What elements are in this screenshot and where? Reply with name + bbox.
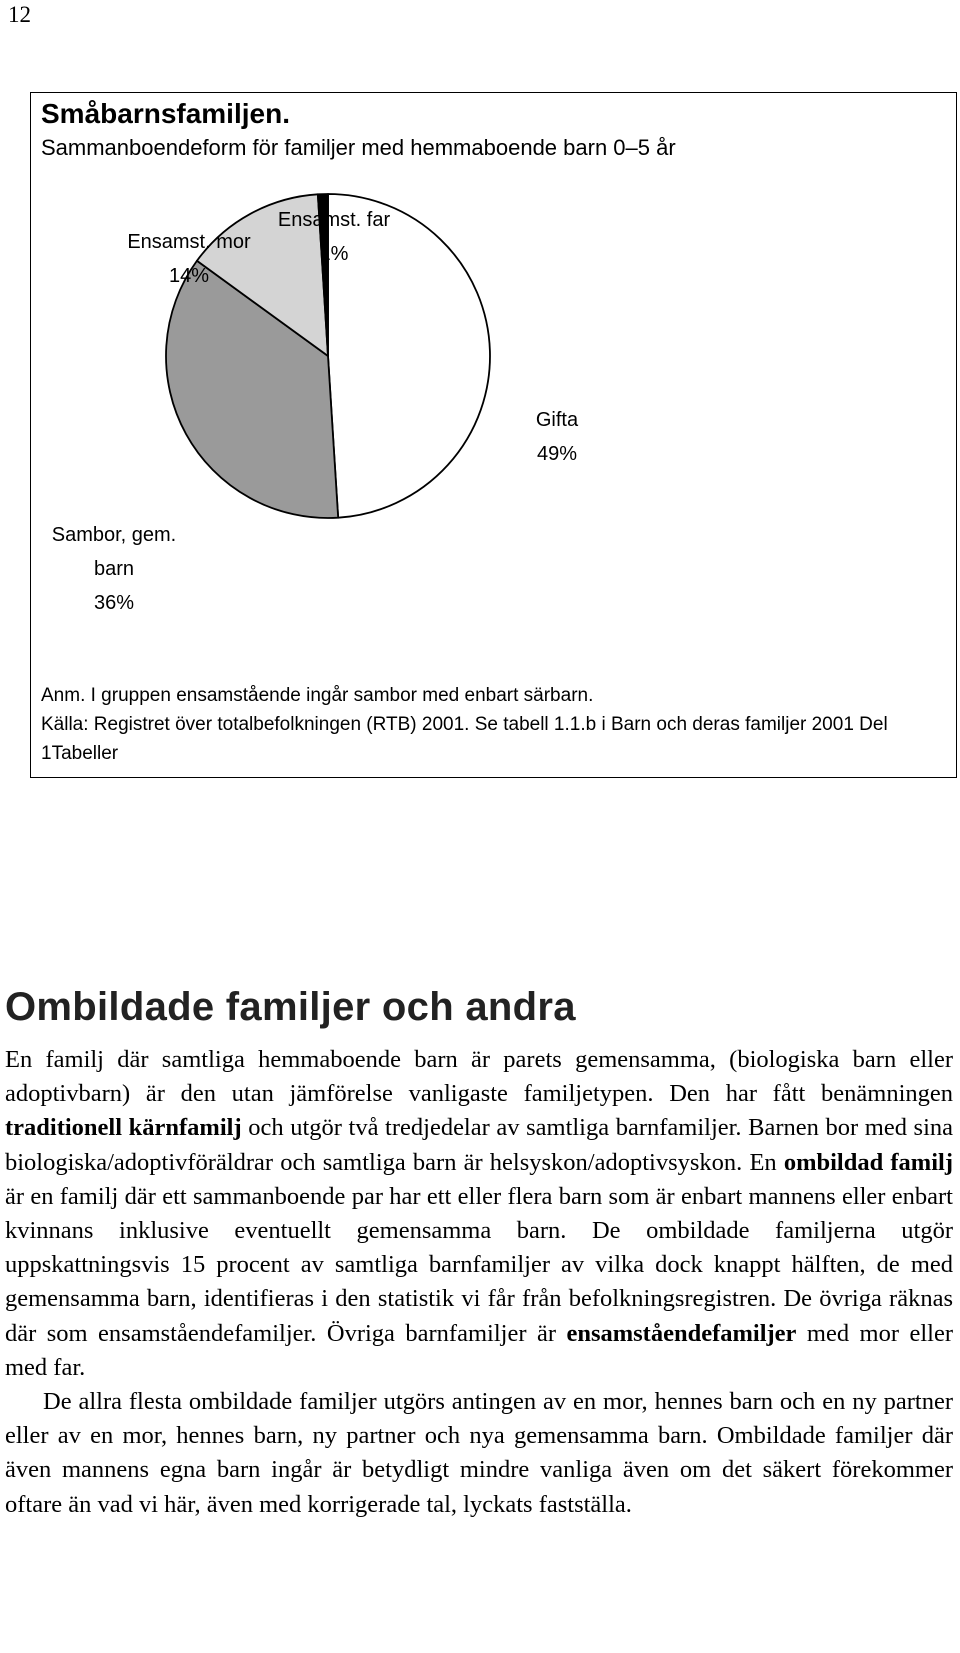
- p1-text-a: En familj där samtliga hemmaboende barn är parets gemensamma, (biologiska barn eller adoptivbarn) är den utan jämförelse vanligaste familjetypen. Den har fått benämningen: [5, 1046, 953, 1108]
- pie-chart-figure: [30, 92, 957, 778]
- chart-note-anm: Anm. I gruppen ensamstående ingår sambor med enbart särbarn.: [41, 685, 594, 706]
- p1-text-e: är en familj där ett sammanboende par har ett eller flera barn som är enbart mannens eller enbart kvinnans inklusive eventuellt gemensamma barn. De ombildade familjerna utgör uppskattningsvis 15 procent av samtliga barnfamiljer av vilka dock knappt hälften, de med gemensamma barn, identifieras i den statistik vi får från befolkningsregistren. De övriga räknas där som ensamståendefamiljer. Övriga barnfamiljer är: [5, 1182, 953, 1347]
- label-gifta-name: Gifta: [535, 409, 579, 431]
- term-traditionell-karnfamilj: traditionell kärnfamilj: [5, 1114, 242, 1142]
- label-sambor-pct: 36%: [93, 592, 135, 614]
- p1-text-g: med mor eller med far.: [5, 1319, 954, 1381]
- label-sambor-name-1: Sambor, gem.: [51, 524, 177, 546]
- chart-notes: [41, 681, 941, 768]
- chart-source: Källa: Registret över totalbefolkningen (RTB) 2001. Se tabell 1.1.b i Barn och deras familjer 2001 Del 1Tabeller: [41, 714, 888, 764]
- label-ensamst-mor-name: Ensamst. mor: [127, 231, 251, 253]
- pie-chart: [31, 93, 956, 777]
- label-ensamst-mor: [119, 225, 259, 293]
- chart-title: Småbarnsfamiljen.: [41, 98, 290, 129]
- label-ensamst-far: [259, 203, 409, 271]
- chart-subtitle: Sammanboendeform för familjer med hemmaboende barn 0–5 år: [41, 135, 676, 160]
- section-heading: Ombildade familjer och andra: [5, 985, 576, 1029]
- label-sambor: [39, 518, 189, 620]
- label-ensamst-far-pct: 1%: [319, 243, 349, 265]
- label-gifta: [497, 403, 617, 471]
- p1-text-c: och utgör två tredjedelar av samtliga barnfamiljer. Barnen bor med sina biologiska/adoptivföräldrar och samtliga barn är helsyskon/adoptivsyskon. En: [5, 1114, 954, 1176]
- label-ensamst-mor-pct: 14%: [168, 265, 210, 287]
- paragraph-1: [5, 1043, 953, 1385]
- term-ensamstaendefamiljer: ensamståendefamiljer: [566, 1319, 797, 1347]
- label-sambor-name-2: barn: [93, 558, 135, 580]
- label-gifta-pct: 49%: [536, 443, 578, 465]
- label-ensamst-far-name: Ensamst. far: [277, 209, 391, 231]
- term-ombildad-familj: ombildad familj: [783, 1148, 953, 1176]
- paragraph-2: De allra flesta ombildade familjer utgörs antingen av en mor, hennes barn och en ny partner eller av en mor, hennes barn, ny partner och nya gemensamma barn. Ombildade familjer där även mannens egna barn ingår är betydligt mindre vanliga även om det säkert förekommer oftare än vad vi här, även med korrigerade tal, lyckats fastställa.: [5, 1388, 953, 1518]
- body-text: [5, 1043, 953, 1522]
- page-number: 12: [8, 2, 31, 27]
